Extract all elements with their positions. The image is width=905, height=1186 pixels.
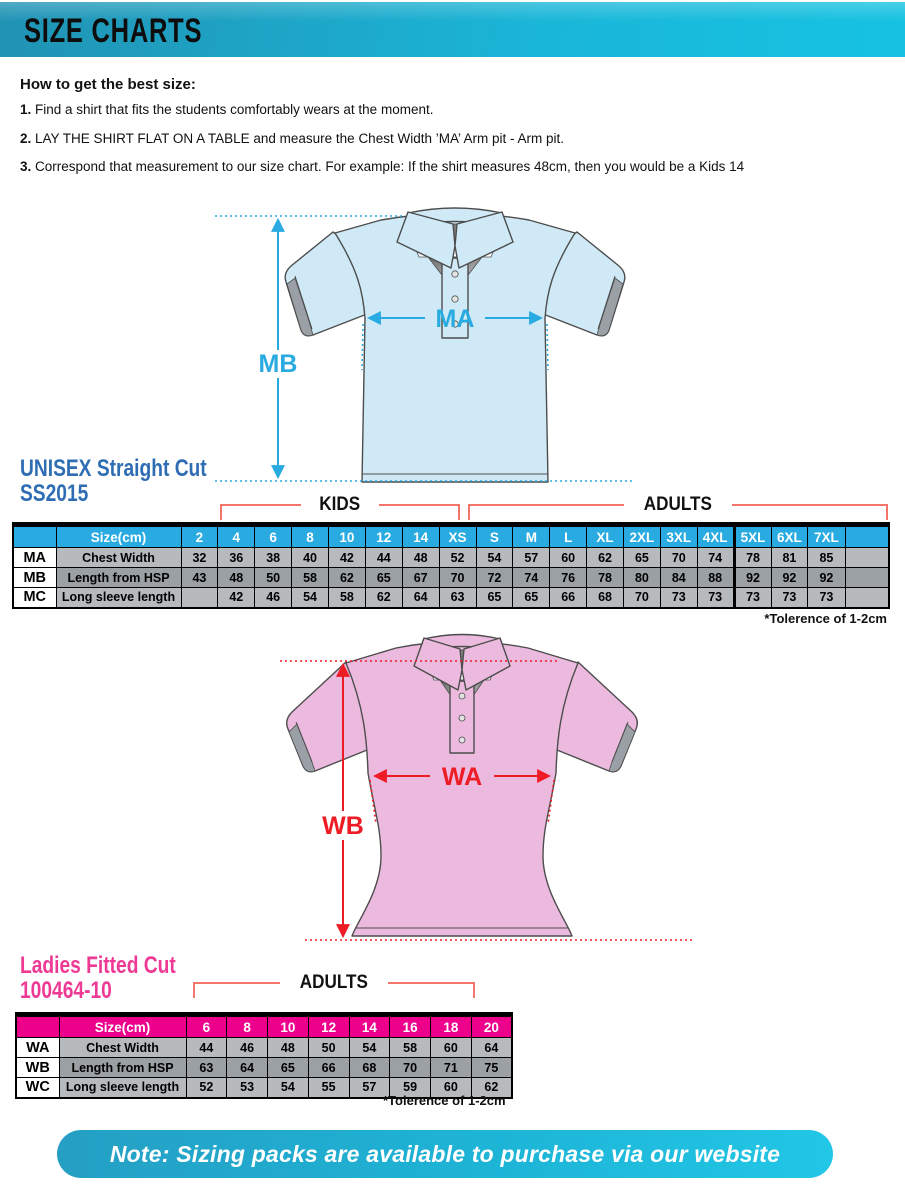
size-value-cell: 44 xyxy=(365,548,402,568)
size-value-cell: 58 xyxy=(329,588,366,608)
size-value-cell: 73 xyxy=(771,588,808,608)
size-col-header-10: 10 xyxy=(329,525,366,548)
size-value-cell: 70 xyxy=(624,588,661,608)
size-value-cell: 60 xyxy=(431,1078,472,1098)
size-value-cell: 46 xyxy=(255,588,292,608)
size-value-cell: 60 xyxy=(431,1038,472,1058)
size-value-cell: 64 xyxy=(471,1038,512,1058)
size-value-cell: 52 xyxy=(186,1078,227,1098)
size-col-header-4XL: 4XL xyxy=(697,525,734,548)
step-text: LAY THE SHIRT FLAT ON A TABLE and measure the Chest Width ’MA’ Arm pit - Arm pit. xyxy=(35,130,564,146)
unisex-section-title xyxy=(20,456,253,506)
size-value-cell: 78 xyxy=(587,568,624,588)
bracket-line xyxy=(470,504,624,506)
step-number: 2. xyxy=(20,130,32,146)
size-value-cell xyxy=(181,588,218,608)
size-col-header-6: 6 xyxy=(255,525,292,548)
page-title-text: SIZE CHARTS xyxy=(24,12,203,50)
bracket-line xyxy=(379,504,458,506)
size-value-cell: 73 xyxy=(660,588,697,608)
adults-group-label: ADULTS xyxy=(643,494,713,515)
measure-row-MB xyxy=(13,568,889,588)
bracket-line xyxy=(388,982,473,984)
size-value-cell: 74 xyxy=(513,568,550,588)
armpit-guide-left xyxy=(362,324,363,370)
size-value-cell: 46 xyxy=(227,1038,268,1058)
bracket-tick xyxy=(458,504,460,520)
instructions xyxy=(20,76,890,188)
size-value-cell: 52 xyxy=(439,548,476,568)
size-value-cell: 48 xyxy=(218,568,255,588)
measure-name: Chest Width xyxy=(56,548,181,568)
measure-code: WB xyxy=(16,1058,59,1078)
size-col-header-16: 16 xyxy=(390,1015,431,1038)
size-value-cell: 66 xyxy=(308,1058,349,1078)
size-value-cell: 75 xyxy=(471,1058,512,1078)
size-value-cell: 32 xyxy=(181,548,218,568)
bracket-tick xyxy=(220,504,222,520)
trailing-empty-cell xyxy=(845,548,889,568)
size-value-cell: 38 xyxy=(255,548,292,568)
size-value-cell: 54 xyxy=(476,548,513,568)
size-col-header-10: 10 xyxy=(268,1015,309,1038)
measure-code: MB xyxy=(13,568,56,588)
size-value-cell: 67 xyxy=(402,568,439,588)
button xyxy=(459,693,465,699)
size-value-cell: 72 xyxy=(476,568,513,588)
size-col-header-2: 2 xyxy=(181,525,218,548)
corner-cell xyxy=(13,525,56,548)
size-value-cell: 57 xyxy=(349,1078,390,1098)
length-arrow xyxy=(259,220,298,477)
size-value-cell: 55 xyxy=(308,1078,349,1098)
chest-width-label: MA xyxy=(435,305,475,333)
bracket-tick xyxy=(473,982,475,998)
footer-note-banner xyxy=(57,1130,833,1178)
size-col-header-XS: XS xyxy=(439,525,476,548)
step-number: 1. xyxy=(20,102,32,117)
size-value-cell: 62 xyxy=(471,1078,512,1098)
instructions-heading: How to get the best size: xyxy=(20,76,196,93)
unisex-title-line1: UNISEX Straight Cut xyxy=(20,455,207,482)
size-value-cell: 42 xyxy=(218,588,255,608)
size-col-header-14: 14 xyxy=(402,525,439,548)
size-col-header-6XL: 6XL xyxy=(771,525,808,548)
size-value-cell: 66 xyxy=(550,588,587,608)
size-col-header-8: 8 xyxy=(227,1015,268,1038)
size-value-cell: 84 xyxy=(660,568,697,588)
corner-cell xyxy=(16,1015,59,1038)
size-value-cell: 64 xyxy=(402,588,439,608)
size-value-cell: 68 xyxy=(587,588,624,608)
size-value-cell: 88 xyxy=(697,568,734,588)
size-value-cell: 70 xyxy=(660,548,697,568)
size-value-cell: 92 xyxy=(808,568,845,588)
size-value-cell: 58 xyxy=(390,1038,431,1058)
step-text: Find a shirt that fits the students comfortably wears at the moment. xyxy=(35,102,434,117)
size-value-cell: 42 xyxy=(329,548,366,568)
measure-name: Chest Width xyxy=(59,1038,186,1058)
length-label: WB xyxy=(322,812,364,840)
unisex-title-line2: SS2015 xyxy=(20,480,89,507)
size-col-header-XL: XL xyxy=(587,525,624,548)
size-value-cell: 54 xyxy=(349,1038,390,1058)
size-value-cell: 73 xyxy=(734,588,771,608)
size-value-cell: 76 xyxy=(550,568,587,588)
button xyxy=(459,715,465,721)
adults-size-bracket xyxy=(468,494,888,521)
tolerance-note-unisex: *Tolerence of 1-2cm xyxy=(764,611,887,626)
size-header-row xyxy=(13,525,889,548)
instruction-step-2 xyxy=(20,131,890,146)
size-cm-header: Size(cm) xyxy=(59,1015,186,1038)
measure-code: MA xyxy=(13,548,56,568)
ladies-title-line1: Ladies Fitted Cut xyxy=(20,952,176,979)
size-cm-header: Size(cm) xyxy=(56,525,181,548)
size-value-cell: 81 xyxy=(771,548,808,568)
size-value-cell: 70 xyxy=(439,568,476,588)
measure-name: Length from HSP xyxy=(56,568,181,588)
size-col-header-20: 20 xyxy=(471,1015,512,1038)
size-value-cell: 63 xyxy=(439,588,476,608)
adults-group-label: ADULTS xyxy=(299,972,369,993)
size-col-header-7XL: 7XL xyxy=(808,525,845,548)
step-text: Correspond that measurement to our size chart. For example: If the shirt measures 48cm, then you would be a Kids 14 xyxy=(35,159,745,174)
size-value-cell: 62 xyxy=(587,548,624,568)
chest-width-label: WA xyxy=(441,763,483,791)
step-number: 3. xyxy=(20,159,32,174)
size-value-cell: 58 xyxy=(292,568,329,588)
size-value-cell: 68 xyxy=(349,1058,390,1078)
size-value-cell: 53 xyxy=(227,1078,268,1098)
kids-group-label: KIDS xyxy=(319,494,361,515)
size-value-cell: 48 xyxy=(402,548,439,568)
unisex-polo-diagram xyxy=(215,200,655,520)
unisex-size-table xyxy=(12,522,890,609)
measure-name: Length from HSP xyxy=(59,1058,186,1078)
bracket-line xyxy=(195,982,280,984)
size-col-header-4: 4 xyxy=(218,525,255,548)
ladies-size-table xyxy=(15,1012,513,1099)
size-value-cell: 60 xyxy=(550,548,587,568)
bracket-tick xyxy=(193,982,195,998)
trailing-empty-cell xyxy=(845,568,889,588)
size-value-cell: 50 xyxy=(308,1038,349,1058)
measure-code: MC xyxy=(13,588,56,608)
ladies-title-line2: 100464-10 xyxy=(20,977,112,1004)
bracket-line xyxy=(222,504,301,506)
ladies-section-title xyxy=(20,953,215,1003)
size-col-header-3XL: 3XL xyxy=(660,525,697,548)
measure-name: Long sleeve length xyxy=(56,588,181,608)
size-col-header-12: 12 xyxy=(365,525,402,548)
tolerance-note-ladies: *Tolerence of 1-2cm xyxy=(383,1093,506,1108)
page-title xyxy=(24,12,262,51)
instruction-step-3 xyxy=(20,159,890,174)
size-value-cell: 44 xyxy=(186,1038,227,1058)
size-col-header-14: 14 xyxy=(349,1015,390,1038)
bracket-tick xyxy=(886,504,888,520)
size-col-header-5XL: 5XL xyxy=(734,525,771,548)
size-col-header-6: 6 xyxy=(186,1015,227,1038)
size-value-cell: 80 xyxy=(624,568,661,588)
size-value-cell: 64 xyxy=(227,1058,268,1078)
header-bar xyxy=(0,2,905,57)
size-value-cell: 40 xyxy=(292,548,329,568)
footer-note-text: Note: Sizing packs are available to purchase via our website xyxy=(109,1140,781,1167)
trailing-empty-header xyxy=(845,525,889,548)
size-value-cell: 78 xyxy=(734,548,771,568)
size-value-cell: 54 xyxy=(268,1078,309,1098)
size-col-header-8: 8 xyxy=(292,525,329,548)
size-col-header-18: 18 xyxy=(431,1015,472,1038)
size-value-cell: 65 xyxy=(365,568,402,588)
size-value-cell: 92 xyxy=(734,568,771,588)
size-col-header-L: L xyxy=(550,525,587,548)
measure-row-MA xyxy=(13,548,889,568)
size-value-cell: 43 xyxy=(181,568,218,588)
button xyxy=(452,296,458,302)
size-col-header-2XL: 2XL xyxy=(624,525,661,548)
size-value-cell: 48 xyxy=(268,1038,309,1058)
size-value-cell: 73 xyxy=(697,588,734,608)
ladies-adults-bracket xyxy=(193,972,475,999)
size-value-cell: 71 xyxy=(431,1058,472,1078)
measure-row-WA xyxy=(16,1038,512,1058)
instruction-step-1 xyxy=(20,102,890,117)
measure-name: Long sleeve length xyxy=(59,1078,186,1098)
size-value-cell: 65 xyxy=(513,588,550,608)
size-value-cell: 63 xyxy=(186,1058,227,1078)
size-value-cell: 92 xyxy=(771,568,808,588)
button xyxy=(459,737,465,743)
bracket-tick xyxy=(468,504,470,520)
measure-row-WB xyxy=(16,1058,512,1078)
size-value-cell: 65 xyxy=(268,1058,309,1078)
size-value-cell: 65 xyxy=(624,548,661,568)
bracket-line xyxy=(732,504,886,506)
button xyxy=(452,271,458,277)
size-value-cell: 73 xyxy=(808,588,845,608)
size-value-cell: 50 xyxy=(255,568,292,588)
measure-code: WC xyxy=(16,1078,59,1098)
length-label: MB xyxy=(258,350,298,378)
size-col-header-12: 12 xyxy=(308,1015,349,1038)
size-value-cell: 36 xyxy=(218,548,255,568)
size-value-cell: 74 xyxy=(697,548,734,568)
size-value-cell: 59 xyxy=(390,1078,431,1098)
measure-code: WA xyxy=(16,1038,59,1058)
size-value-cell: 70 xyxy=(390,1058,431,1078)
trailing-empty-cell xyxy=(845,588,889,608)
size-header-row xyxy=(16,1015,512,1038)
size-value-cell: 62 xyxy=(365,588,402,608)
size-value-cell: 57 xyxy=(513,548,550,568)
size-col-header-M: M xyxy=(513,525,550,548)
size-value-cell: 85 xyxy=(808,548,845,568)
size-value-cell: 62 xyxy=(329,568,366,588)
ladies-polo-diagram xyxy=(250,628,700,960)
size-value-cell: 65 xyxy=(476,588,513,608)
measure-row-MC xyxy=(13,588,889,608)
size-col-header-S: S xyxy=(476,525,513,548)
kids-size-bracket xyxy=(220,494,460,521)
armpit-guide-right xyxy=(547,324,548,370)
size-value-cell: 54 xyxy=(292,588,329,608)
